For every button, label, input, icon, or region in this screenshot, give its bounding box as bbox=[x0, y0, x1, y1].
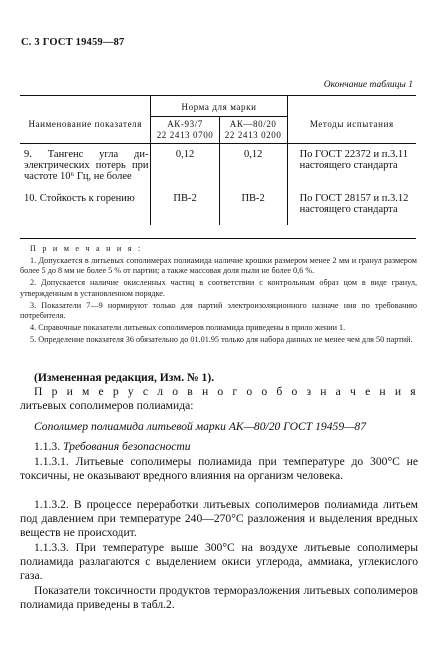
grade-ak-80-20-code: АК—80/20 bbox=[229, 119, 277, 129]
table-caption: Окончание таблицы 1 bbox=[323, 80, 413, 90]
note-item: 4. Справочные показатели литьевых сополимеров полиамида приведены в прило жении 1. bbox=[30, 323, 346, 332]
revision-note: (Измененная редакция, Изм. № 1). bbox=[34, 371, 215, 384]
paragraph-1-1-3-3: 1.1.3.3. При температуре выше 300°С на воздухе литьевые сополимеры полиамида разлагаются с выделением окиси углерода, аммиака, углекислого газа. bbox=[20, 541, 418, 582]
notes-title: П р и м е ч а н и я : bbox=[30, 244, 143, 253]
spec-table bbox=[20, 95, 416, 225]
example-spaced-text: П р и м е р у с л о в н о г о о б о з н а ч е н и я bbox=[34, 385, 418, 398]
designation-example: Сополимер полиамида литьевой марки АК—80/20 ГОСТ 19459—87 bbox=[34, 420, 367, 433]
note-item: 1. Допускается в литьевых сополимерах полиамида наличие крошки размером менее 2 мм и гранул размером более 5 до 8 мм не более 5 % от партии; а также массовая доля пыли не более 0,6 %. bbox=[20, 255, 417, 275]
note-item: 2. Допускается наличие окисленных частиц в соответствии с контрольным образ цом в виде гранул, утвержденным в установленном порядке. bbox=[20, 278, 417, 298]
row-value-grade1: 0,12 bbox=[151, 144, 219, 184]
grade-ak-80-20-okp: 22 2413 0200 bbox=[224, 129, 282, 140]
note-item: 5. Определение показателя 36 обязательно до 01.01.95 только для набора данных не менее чем для 50 партий. bbox=[30, 335, 413, 344]
col-header-norm-group: Норма для марки bbox=[151, 96, 287, 117]
page-header: С. 3 ГОСТ 19459—87 bbox=[21, 37, 125, 48]
row-method: По ГОСТ 22372 и п.3.11 настоящего стандарта bbox=[287, 144, 416, 184]
col-header-name: Наименование показателя bbox=[20, 96, 151, 144]
paragraph-toxicity-reference: Показатели токсичности продуктов терморазложения литьевых сополимеров полиамида приведены в табл.2. bbox=[20, 584, 418, 611]
row-value-grade2: 0,12 bbox=[219, 144, 287, 184]
example-rest-text: литьевых сополимеров полиамида: bbox=[20, 399, 194, 412]
section-number: 1.1.3. bbox=[34, 440, 63, 453]
row-method: По ГОСТ 28157 и п.3.12 настоящего стандарта bbox=[287, 183, 416, 225]
paragraph-1-1-3-2: 1.1.3.2. В процессе переработки литьевых сополимеров полиамида литьем под давлением при температуре 240—270°С разложения и выделения вредных веществ не происходит. bbox=[20, 498, 418, 539]
table-row bbox=[20, 183, 416, 225]
row-value-grade1: ПВ-2 bbox=[151, 183, 219, 225]
grade-ak-93-7-code: АК-93/7 bbox=[167, 119, 203, 129]
grade-ak-93-7-okp: 22 2413 0700 bbox=[156, 129, 214, 140]
table-bottom-rule bbox=[20, 238, 416, 239]
row-name: 9. Тангенс угла диэлектрических потерь при частоте 10⁶ Гц, не более bbox=[24, 149, 149, 182]
col-header-method: Методы испытания bbox=[287, 96, 416, 144]
section-title: Требования безопасности bbox=[62, 440, 191, 453]
table-row bbox=[20, 144, 416, 184]
col-header-grade-ak-80-20 bbox=[219, 117, 287, 144]
row-name: 10. Стойкость к горению bbox=[24, 193, 135, 204]
note-item: 3. Показатели 7—9 нормируют только для партий электроизоляционного назначе ния по требованию потребителя. bbox=[20, 300, 417, 320]
paragraph-1-1-3-1: 1.1.3.1. Литьевые сополимеры полиамида при температуре до 300°С не токсичны, не оказывают вредного влияния на организм человека. bbox=[20, 455, 418, 482]
designation-example-intro bbox=[20, 385, 418, 413]
col-header-grade-ak-93-7 bbox=[151, 117, 219, 144]
row-value-grade2: ПВ-2 bbox=[219, 183, 287, 225]
table-notes bbox=[20, 244, 417, 347]
section-1-1-3-heading bbox=[20, 440, 418, 454]
